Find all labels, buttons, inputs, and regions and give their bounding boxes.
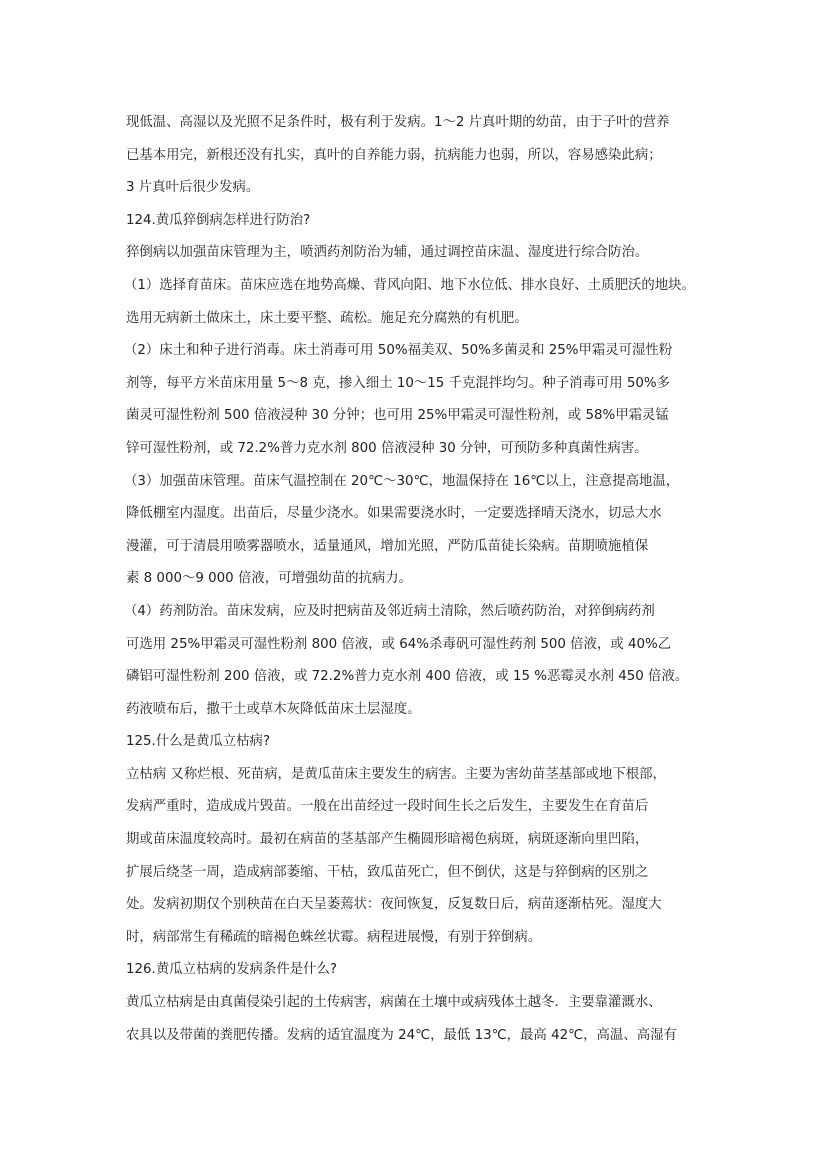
text-line: 降低棚室内湿度。出苗后，尽量少浇水。如果需要浇水时，一定要选择晴天浇水，切忌大水	[126, 506, 662, 522]
section-heading-125: 125.什么是黄瓜立枯病?	[126, 734, 271, 750]
text-line: 磷铝可湿性粉剂 200 倍液，或 72.2%普力克水剂 400 倍液，或 15 %恶霉灵水剂 450 倍液。	[126, 669, 689, 685]
list-item-1: （1）选择育苗床。苗床应选在地势高燥、背风向阳、地下水位低、排水良好、土质肥沃的地块。	[124, 277, 695, 293]
text-line: 药液喷布后，撒干土或草木灰降低苗床土层湿度。	[126, 701, 421, 717]
text-line: 处。发病初期仅个别秧苗在白天呈萎蔫状：夜间恢复，反复数日后，病苗逐渐枯死。湿度大	[126, 897, 662, 913]
text-line: 期或苗床温度较高时。最初在病苗的茎基部产生椭圆形暗褐色病斑，病斑逐渐向里凹陷，	[126, 832, 649, 848]
text-line: 发病严重时，造成成片毁苗。一般在出苗经过一段时间生长之后发生，主要发生在育苗后	[126, 799, 649, 815]
text-line: 锌可湿性粉剂，或 72.2%普力克水剂 800 倍液浸种 30 分钟，可预防多种真菌性病害。	[126, 440, 648, 456]
text-line: 3 片真叶后很少发病。	[126, 180, 260, 196]
text-line: 扩展后绕茎一周，造成病部萎缩、干枯，致瓜苗死亡，但不倒伏，这是与猝倒病的区别之	[126, 864, 649, 880]
list-item-4: （4）药剂防治。苗床发病，应及时把病苗及邻近病土清除，然后喷药防治，对猝倒病药剂	[124, 603, 655, 619]
text-line: 现低温、高湿以及光照不足条件时，极有利于发病。1～2 片真叶期的幼苗，由于子叶的营养	[126, 115, 670, 130]
document-page	[126, 107, 726, 1052]
text-line: 黄瓜立枯病是由真菌侵染引起的土传病害，病菌在土壤中或病残体土越冬．主要靠灌溉水、	[126, 995, 662, 1011]
text-line: 剂等，每平方米苗床用量 5～8 克，掺入细土 10～15 千克混拌均匀。种子消毒可用 50%多	[126, 375, 671, 391]
text-line: 可选用 25%甲霜灵可湿性粉剂 800 倍液，或 64%杀毒矾可湿性药剂 500 倍液，或 40%乙	[126, 636, 672, 652]
list-item-3: （3）加强苗床管理。苗床气温控制在 20℃～30℃，地温保持在 16℃以上，注意提高地温，	[124, 473, 680, 489]
section-heading-124: 124.黄瓜猝倒病怎样进行防治?	[126, 212, 311, 228]
text-line: 猝倒病以加强苗床管理为主，喷洒药剂防治为辅，通过调控苗床温、湿度进行综合防治。	[126, 245, 649, 261]
text-line: 已基本用完，新根还没有扎实，真叶的自养能力弱，抗病能力也弱，所以，容易感染此病；	[126, 147, 662, 163]
text-line: 素 8 000～9 000 倍液，可增强幼苗的抗病力。	[126, 571, 413, 587]
text-line: 漫灌，可于清晨用喷雾器喷水，适量通风，增加光照，严防瓜苗徒长染病。苗期喷施植保	[126, 538, 649, 554]
list-item-2: （2）床土和种子进行消毒。床土消毒可用 50%福美双、50%多菌灵和 25%甲霜灵可湿性粉	[124, 343, 673, 359]
text-line: 选用无病新土做床土，床土要平整、疏松。施足充分腐熟的有机肥。	[126, 310, 528, 326]
section-heading-126: 126.黄瓜立枯病的发病条件是什么?	[126, 962, 337, 978]
text-line: 时，病部常生有稀疏的暗褐色蛛丝状霉。病程进展慢，有别于猝倒病。	[126, 929, 542, 945]
text-line: 立枯病 又称烂根、死苗病，是黄瓜苗床主要发生的病害。主要为害幼苗茎基部或地下根部，	[126, 766, 666, 782]
text-line: 菌灵可湿性粉剂 500 倍液浸种 30 分钟；也可用 25%甲霜灵可湿性粉剂，或 58%甲霜灵锰	[126, 408, 669, 424]
text-line: 农具以及带菌的粪肥传播。发病的适宜温度为 24℃，最低 13℃，最高 42℃，高温、高湿有	[126, 1027, 677, 1043]
